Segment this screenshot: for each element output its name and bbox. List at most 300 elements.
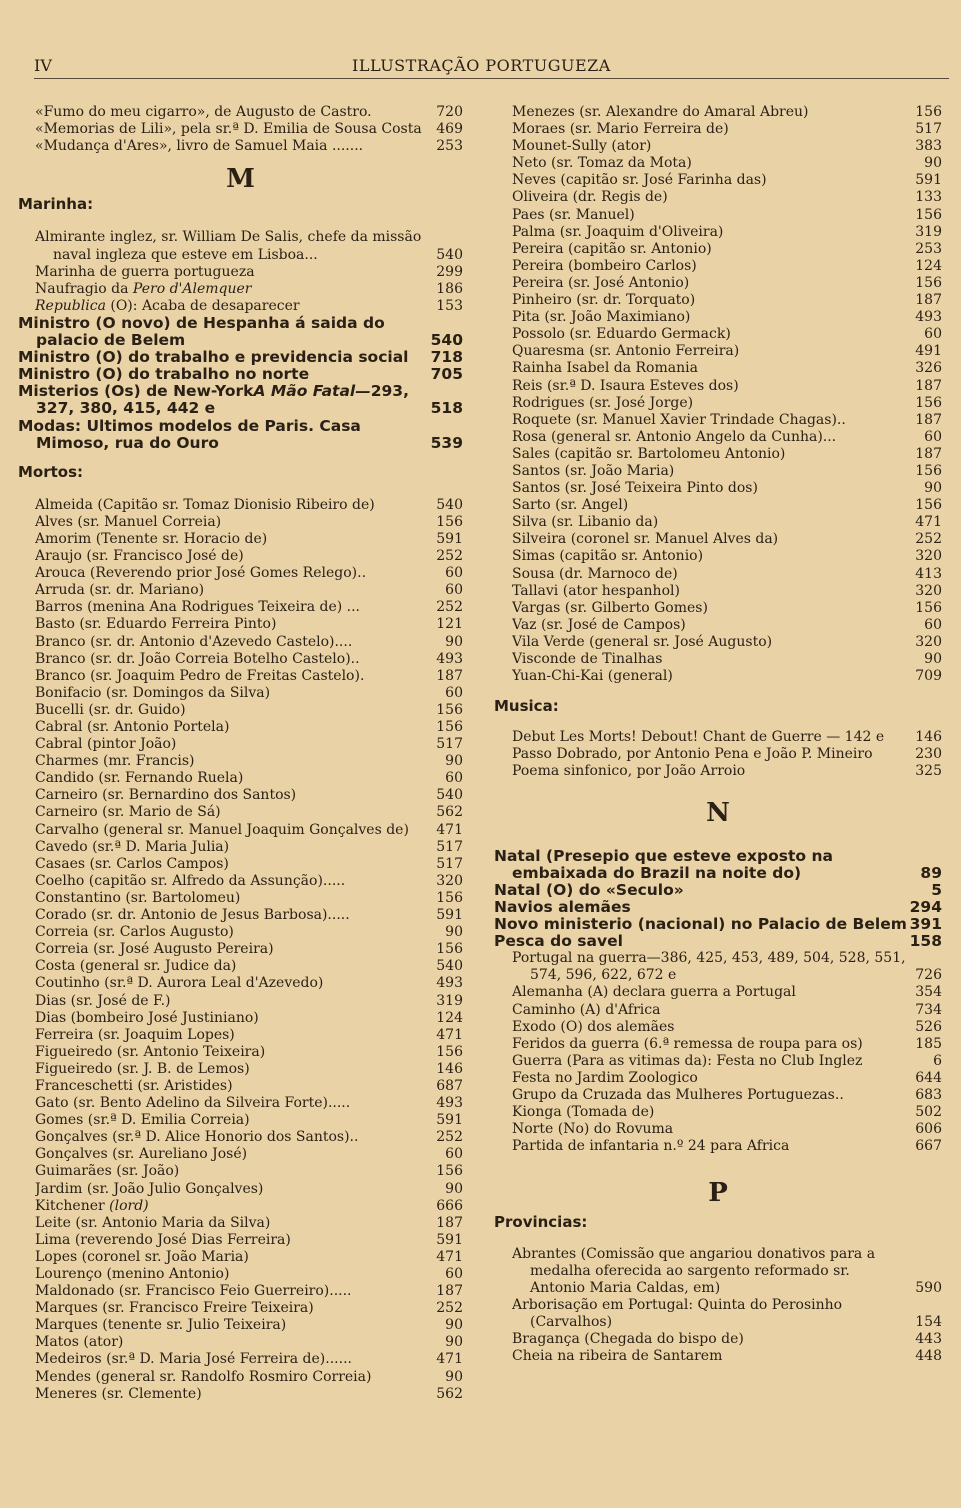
entry-text [512,566,908,583]
page-ref: 540 [436,958,463,975]
index-entry [18,1215,463,1232]
entry-title: Leite (sr. Antonio Maria da Silva) [35,1214,271,1231]
page-ref: 471 [436,821,463,838]
index-entry [494,429,942,446]
entry-title: Gato (sr. Bento Adelino da Silveira Forte)..... [35,1095,351,1112]
entry-title: Candido (sr. Fernando Ruela) [35,770,244,787]
page-ref: 60 [445,684,463,701]
index-entry [494,950,942,984]
index-entry [18,993,463,1010]
section-provincias: Provincias: [494,1213,588,1232]
entry-title: Ministro (O) do trabalho e previdencia social [18,349,409,367]
page-ref: 606 [915,1121,942,1138]
entry-text [512,1138,908,1155]
index-entry [18,719,463,736]
index-entry [494,882,942,899]
index-entry [494,566,942,583]
entry-title: Carneiro (sr. Mario de Sá) [35,804,221,821]
entry-italic: (lord) [109,1197,149,1214]
index-entry [494,763,942,780]
entry-text [35,582,429,599]
index-entry [18,1198,463,1215]
index-entry [18,497,463,514]
entry-title: Grupo da Cruzada das Mulheres Portuguezas.. [512,1086,844,1103]
entry-text [35,616,429,633]
page-ref: 517 [436,736,463,753]
publication-title: ILLUSTRAÇÃO PORTUGUEZA [352,56,611,75]
entry-title: Modas: Ultimos modelos de Paris. Casa Mimoso, rua do Ouro [18,417,361,452]
entry-text [35,1300,429,1317]
entry-text [35,685,429,702]
index-entry [18,315,463,349]
index-entry [18,804,463,821]
section-musica: Musica: [494,697,559,716]
entry-title: Arouca (Reverendo prior José Gomes Relego).. [35,565,367,582]
entry-text [512,531,908,548]
entry-text-extra: (O): Acaba de desaparecer [105,297,300,314]
index-entry [494,378,942,395]
page-ref: 391 [909,915,942,934]
page-ref: 591 [436,530,463,547]
index-entry [18,1317,463,1334]
index-entry [494,668,942,685]
entry-text [35,264,429,281]
entry-title: Franceschetti (sr. Aristides) [35,1077,233,1094]
entry-text [35,531,429,548]
page-ref: 471 [436,1026,463,1043]
entry-title: Rosa (general sr. Antonio Angelo da Cunha)... [512,428,837,445]
index-entry [494,1246,942,1297]
entry-title: Norte (No) do Rovuma [512,1121,674,1138]
page-ref: 326 [915,360,942,377]
entry-text [35,1095,429,1112]
page-ref: 90 [445,633,463,650]
entry-text [35,1369,429,1386]
page-ref: 687 [436,1077,463,1094]
index-entry [494,155,942,172]
entry-title: Feridos da guerra (6.ª remessa de roupa para os) [512,1035,863,1052]
entry-title: Yuan-Chi-Kai (general) [512,668,673,685]
page-ref: 517 [915,121,942,138]
entry-title: Gomes (sr.ª D. Emilia Correia) [35,1112,250,1129]
index-entry [494,531,942,548]
entry-title: Bonifacio (sr. Domingos da Silva) [35,684,271,701]
index-entry [494,1138,942,1155]
entry-text [35,1249,429,1266]
entry-title: Casaes (sr. Carlos Campos) [35,855,229,872]
index-entry [18,1146,463,1163]
entry-text [512,155,908,172]
page-ref: 319 [436,992,463,1009]
entry-title: Pesca do savel [494,933,623,951]
page-ref: 591 [436,907,463,924]
index-entry [494,275,942,292]
entry-text [35,753,429,770]
page-ref: 526 [915,1018,942,1035]
index-entry [18,1266,463,1283]
page-ref: 156 [915,497,942,514]
page-ref: 320 [915,633,942,650]
entry-title: Branco (sr. dr. Antonio d'Azevedo Castelo).... [35,633,353,650]
entry-text [35,1112,429,1129]
page-ref: 320 [915,582,942,599]
index-entry [494,848,942,882]
page-ref: 187 [915,377,942,394]
index-entry [18,1369,463,1386]
index-entry [494,1348,942,1365]
index-entry [494,617,942,634]
entry-title: Branco (sr. dr. João Correia Botelho Castelo).. [35,650,360,667]
entry-text [512,497,908,514]
entry-text [512,241,908,258]
index-entry [18,1095,463,1112]
index-entry [18,1061,463,1078]
entry-text [35,599,429,616]
page-ref: 156 [436,513,463,530]
index-entry [18,685,463,702]
entry-title: Santos (sr. José Teixeira Pinto dos) [512,480,758,497]
entry-title: Ministro (O novo) de Hespanha á saida do palacio de Belem [18,314,385,350]
page-ref: 471 [436,1248,463,1265]
entry-title: Novo ministerio (nacional) no Palacio de Belem [494,916,907,934]
page-ref: 230 [915,746,942,763]
index-entry [18,1283,463,1300]
index-entry [494,463,942,480]
entry-text [512,1246,908,1297]
entry-title: Medeiros (sr.ª D. Maria José Ferreira de)...... [35,1351,352,1368]
entry-title: Arruda (sr. dr. Mariano) [35,582,205,599]
entry-text [512,309,908,326]
page-ref: 146 [915,729,942,746]
entry-title: Coelho (capitão sr. Alfredo da Assunção)..... [35,872,346,889]
page-ref: 448 [915,1348,942,1365]
entry-title: «Memorias de Lili», pela sr.ª D. Emilia de Sousa Costa [35,121,422,138]
index-entry [494,343,942,360]
page-ref: 252 [915,531,942,548]
entry-text [494,848,908,882]
entry-title: Quaresma (sr. Antonio Ferreira) [512,343,740,360]
entry-title: Simas (capitão sr. Antonio) [512,548,704,565]
entry-title: Mounet-Sully (ator) [512,138,652,155]
index-entry [18,1351,463,1368]
entry-text [512,634,908,651]
index-entry [18,770,463,787]
page-ref: 720 [436,104,463,120]
index-entry [494,583,942,600]
entry-title: Abrantes (Comissão que angariou donativos para a medalha oferecida ao sargento reformado sr. Antonio Maria Caldas, em) [512,1245,876,1296]
page-ref: 90 [445,1317,463,1334]
index-entry [494,1053,942,1070]
entry-text [512,600,908,617]
entry-title: Santos (sr. João Maria) [512,462,675,479]
entry-title: Branco (sr. Joaquim Pedro de Freitas Castelo). [35,667,365,684]
entry-title: Marques (sr. Francisco Freire Teixeira) [35,1300,314,1317]
page-ref: 60 [445,582,463,599]
page-ref: 121 [436,616,463,633]
page-ref: 90 [445,924,463,941]
entry-title: Dias (sr. José de F.) [35,992,171,1009]
page-ref: 591 [436,1112,463,1129]
index-entry [494,729,942,746]
entry-text [18,315,429,349]
entry-title: Palma (sr. Joaquim d'Oliveira) [512,223,724,240]
entry-text [18,383,429,417]
index-entry [18,890,463,907]
page-ref: 518 [430,399,463,418]
entry-title: Charmes (mr. Francis) [35,753,195,770]
entry-text [35,993,429,1010]
entry-title: Partida de infantaria n.º 24 para Africa [512,1138,790,1155]
entry-text [35,856,429,873]
page-ref: 158 [909,932,942,951]
page-ref: 718 [430,348,463,367]
entry-title: Constantino (sr. Bartolomeu) [35,889,241,906]
entry-title: Tallavi (ator hespanhol) [512,582,680,599]
entry-text [512,1053,908,1070]
page-ref: 299 [436,263,463,280]
index-entry [494,121,942,138]
right-column [494,104,942,1365]
page-ref: 185 [915,1035,942,1052]
index-entry [18,582,463,599]
entry-title: Silveira (coronel sr. Manuel Alves da) [512,531,779,548]
page-ref: 60 [924,326,942,343]
entry-text [35,229,429,263]
page-ref: 153 [436,297,463,314]
entry-title: Arborisação em Portugal: Quinta do Perosinho (Carvalhos) [512,1296,843,1330]
entry-text [35,138,429,155]
page-ref: 319 [915,223,942,240]
section-marinha: Marinha: [18,195,94,214]
index-entry [18,753,463,770]
index-entry [18,349,463,366]
index-entry [18,1386,463,1403]
entry-title: Vaz (sr. José de Campos) [512,616,686,633]
index-entry [18,1249,463,1266]
index-entry [18,121,463,138]
page-ref: 666 [436,1197,463,1214]
entry-text [35,1351,429,1368]
entry-text [35,281,429,298]
page-ref: 90 [924,651,942,667]
entry-title: Sales (capitão sr. Bartolomeu Antonio) [512,445,786,462]
index-entry [494,1331,942,1348]
entry-text [35,1317,429,1334]
entry-title: Natal (O) do «Seculo» [494,881,684,899]
entry-text [35,497,429,514]
entry-text [512,1019,908,1036]
entry-title: Oliveira (dr. Regis de) [512,189,668,206]
entry-text [35,1181,429,1198]
page-ref: 591 [436,1231,463,1248]
page-ref: 539 [430,433,463,452]
page-ref: 60 [445,770,463,787]
entry-text [35,924,429,941]
entry-text [35,839,429,856]
entry-text [512,412,908,429]
entry-text [35,890,429,907]
page-ref: 517 [436,838,463,855]
entry-title: Carneiro (sr. Bernardino dos Santos) [35,787,297,804]
entry-text [18,349,429,366]
entry-text [494,899,908,916]
index-entry [18,229,463,263]
entry-text [512,326,908,343]
page-ref: 493 [436,1095,463,1112]
entry-title: Guerra (Para as vitimas da): Festa no Club Inglez [512,1052,863,1069]
page-ref: 156 [915,599,942,616]
entry-title: Almeida (Capitão sr. Tomaz Dionisio Ribeiro de) [35,496,375,513]
index-entry [18,531,463,548]
entry-text [512,1348,908,1365]
entry-text [35,1044,429,1061]
index-entry [18,702,463,719]
entry-title: Portugal na guerra—386, 425, 453, 489, 504, 528, 551, 574, 596, 622, 672 e [512,950,906,984]
entry-text-extra: 293, 327, 380, 415, 442 e [36,383,409,418]
entry-text [35,514,429,531]
page-ref: 354 [915,984,942,1001]
entry-title: Alves (sr. Manuel Correia) [35,513,222,530]
page-ref: 252 [436,1300,463,1317]
entry-title: Kitchener [35,1197,110,1214]
entry-title: Pereira (bombeiro Carlos) [512,257,697,274]
entry-title: Maldonado (sr. Francisco Feio Guerreiro)..... [35,1283,352,1300]
index-entry [18,736,463,753]
page-ref: 469 [436,121,463,138]
entry-text [512,395,908,412]
index-entry [18,1027,463,1044]
entry-text [512,189,908,206]
entry-title: Sarto (sr. Angel) [512,497,629,514]
page-ref: 90 [924,480,942,497]
entry-text [512,463,908,480]
page-ref: 133 [915,189,942,206]
entry-title: Sousa (dr. Marnoco de) [512,565,678,582]
entry-text [35,1027,429,1044]
page-ref: 187 [436,1214,463,1231]
index-entry [18,383,463,417]
page-ref: 90 [445,1180,463,1197]
entry-text [35,651,429,668]
entry-text [35,1078,429,1095]
index-entry [494,292,942,309]
index-entry [18,1300,463,1317]
entry-text [512,446,908,463]
entry-title: Vargas (sr. Gilberto Gomes) [512,599,708,616]
entry-text [512,1036,908,1053]
page-ref: 294 [909,897,942,916]
entry-text [512,1087,908,1104]
page-ref: 683 [915,1086,942,1103]
entry-text [512,668,908,685]
index-entry [18,599,463,616]
entry-title: Cavedo (sr.ª D. Maria Julia) [35,838,230,855]
entry-title: Gonçalves (sr. Aureliano José) [35,1146,248,1163]
entry-title: Matos (ator) [35,1334,124,1351]
page-ref: 491 [915,343,942,360]
index-entry [18,651,463,668]
entry-text [35,873,429,890]
page-ref: 726 [915,967,942,984]
entry-title: Amorim (Tenente sr. Horacio de) [35,530,268,547]
page-ref: 252 [436,1129,463,1146]
section-letter-p: P [708,1178,728,1209]
index-entry [494,224,942,241]
section-letter-n: N [706,797,730,828]
entry-title: Cheia na ribeira de Santarem [512,1348,723,1365]
entry-italic: A Mão Fatal— [253,383,371,401]
entry-title: Correia (sr. José Augusto Pereira) [35,941,274,958]
entry-text [512,548,908,565]
section-mortos: Mortos: [18,462,84,481]
entry-text [512,617,908,634]
entry-title: Lopes (coronel sr. João Maria) [35,1248,249,1265]
page-ref: 89 [920,863,942,882]
entry-text [512,360,908,377]
index-entry [494,326,942,343]
entry-title: Barros (menina Ana Rodrigues Teixeira de) ... [35,599,361,616]
index-entry [18,104,463,121]
index-entry [18,281,463,298]
index-entry [18,1181,463,1198]
index-entry [494,916,942,933]
entry-text [512,1121,908,1138]
index-entry [494,1019,942,1036]
page-ref: 562 [436,1385,463,1402]
entry-title: Marinha de guerra portugueza [35,263,255,280]
entry-text [512,104,908,121]
left-column [18,104,463,1403]
index-entry [18,856,463,873]
entry-title: Coutinho (sr.ª D. Aurora Leal d'Azevedo) [35,975,324,992]
page-ref: 667 [915,1138,942,1155]
page-ref: 493 [436,650,463,667]
entry-title: Misterios (Os) de New-York [18,383,254,401]
entry-title: Poema sinfonico, por João Arroio [512,763,746,780]
section-letter-m: M [226,164,255,195]
entry-title: Rodrigues (sr. José Jorge) [512,394,694,411]
entry-text [512,984,908,1001]
index-entry [494,1002,942,1019]
entry-text [494,882,908,899]
index-entry [494,497,942,514]
page-ref: 253 [436,138,463,155]
entry-title: Ferreira (sr. Joaquim Lopes) [35,1026,235,1043]
entry-title: Carvalho (general sr. Manuel Joaquim Gonçalves de) [35,821,409,838]
entry-text [35,1010,429,1027]
entry-text [35,104,429,121]
entry-text [18,366,429,383]
entry-text [512,746,908,763]
entry-title: Bragança (Chegada do bispo de) [512,1331,744,1347]
entry-title: Rainha Isabel da Romania [512,360,698,377]
index-entry [18,668,463,685]
index-entry [494,899,942,916]
entry-title: Bucelli (sr. dr. Guido) [35,701,186,718]
entry-text [512,378,908,395]
page-ref: 90 [445,1334,463,1351]
entry-title: Roquete (sr. Manuel Xavier Trindade Chagas).. [512,411,846,428]
page-ref: 90 [924,155,942,172]
index-entry [494,1036,942,1053]
index-entry [494,258,942,275]
page-ref: 156 [436,889,463,906]
page-ref: 591 [915,172,942,189]
page-ref: 187 [915,445,942,462]
entry-text [512,583,908,600]
index-entry [494,104,942,121]
entry-title: «Fumo do meu cigarro», de Augusto de Castro. [35,104,372,120]
